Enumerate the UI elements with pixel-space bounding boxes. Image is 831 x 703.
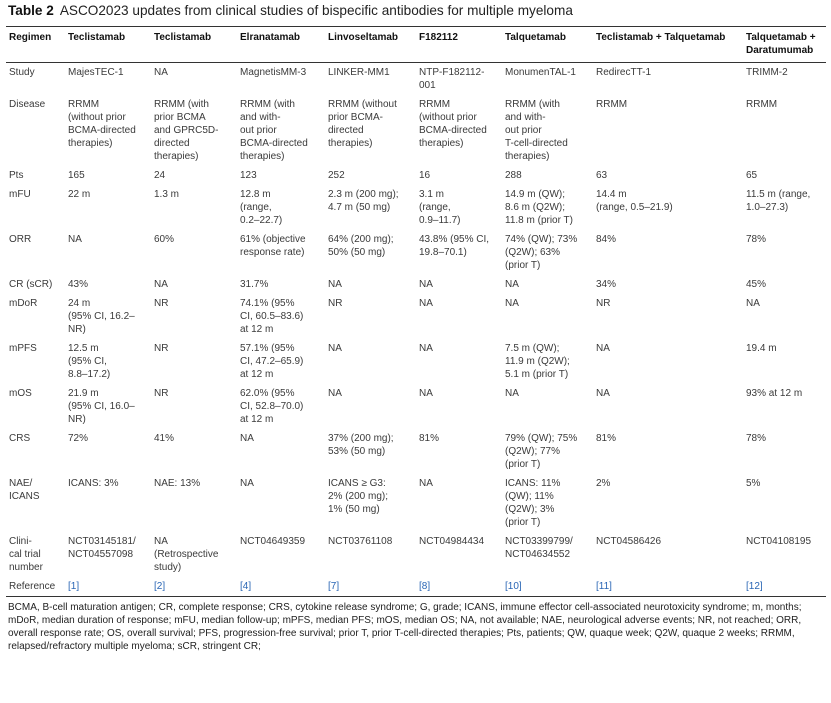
table-row [6,294,826,339]
table-cell: 22 m [68,189,91,200]
table-cell: 16 [419,170,431,181]
table-cell: RRMM (with and with- out prior BCMA-directed therapies) [240,99,308,162]
table-row [6,532,826,577]
reference-link[interactable]: [4] [240,581,252,592]
table-cell: 43% [68,279,89,290]
table-cell: 37% (200 mg); 53% (50 mg) [328,433,394,457]
row-label: NAE/ ICANS [9,478,40,502]
table-cell: 72% [68,433,89,444]
reference-link[interactable]: [8] [419,581,431,592]
table-cell: 93% at 12 m [746,388,803,399]
table-cell: 288 [505,170,522,181]
reference-link[interactable]: [11] [596,581,612,592]
table-row [6,577,826,597]
table-cell: NA [419,279,433,290]
table-cell: NA [328,343,342,354]
table-cell: NA (Retrospective study) [154,536,219,573]
table-cell: NA [596,343,610,354]
table-row [6,230,826,275]
table-cell: NA [746,298,760,309]
column-header: Elranatamab [240,32,301,43]
table-cell: NR [154,388,169,399]
table-cell: NA [505,298,519,309]
table-cell: RRMM [596,99,628,110]
table-cell: RRMM (with prior BCMA and GPRC5D- directed therapies) [154,99,219,162]
table-body [6,63,826,597]
row-label: Clini- cal trial number [9,536,43,573]
table-cell: NCT03761108 [328,536,393,547]
table-header-row [6,27,826,63]
reference-link[interactable]: [10] [505,581,522,592]
table-cell: ICANS: 11% (QW); 11% (Q2W); 3% (prior T) [505,478,561,528]
table-cell: 63 [596,170,608,181]
table-cell: 74.1% (95% CI, 60.5–83.6) at 12 m [240,298,304,335]
table-cell: 57.1% (95% CI, 47.2–65.9) at 12 m [240,343,304,380]
table-footnote: BCMA, B-cell maturation antigen; CR, complete response; CRS, cytokine release syndrome; G, grade; ICANS, immune effector cell-associated neurotoxicity syndrome; m, months; mDoR, median duration of response; mFU, median follow-up; mPFS, median PFS; mOS, median OS; NA, not available; NAE, neurological adverse events; NR, not reached; ORR, overall response rate; OS, overall survival; PFS, progression-free survival; prior T, prior T-cell-directed therapies; Pts, patients; QW, quaque week; Q2W, quaque 2 weeks; RRMM, relapsed/refractory multiple myeloma; sCR, stringent CR; [8,602,802,652]
table-cell: 31.7% [240,279,269,290]
table-cell: 1.3 m [154,189,180,200]
reference-link[interactable]: [7] [328,581,340,592]
column-header: Talquetamab + Daratumumab [746,32,816,56]
table-cell: NA [419,298,433,309]
column-header: Teclistamab [154,32,212,43]
table-cell: NR [154,343,169,354]
table-cell: 78% [746,433,767,444]
column-header: Teclistamab [68,32,126,43]
table-cell: 24 m (95% CI, 16.2– NR) [68,298,135,335]
table-cell: NA [68,234,82,245]
table-cell: 14.9 m (QW); 8.6 m (Q2W); 11.8 m (prior T) [505,189,573,226]
data-table [6,26,826,597]
table-cell: NA [328,388,342,399]
table-cell: 24 [154,170,166,181]
table-cell: NTP-F182112- 001 [419,67,485,91]
table-cell: 12.5 m (95% CI, 8.8–17.2) [68,343,111,380]
table-cell: 2% [596,478,611,489]
table-cell: NCT04586426 [596,536,662,547]
table-cell: NA [154,279,168,290]
table-cell: 3.1 m (range, 0.9–11.7) [419,189,461,226]
reference-link[interactable]: [2] [154,581,166,592]
row-label: ORR [9,234,32,245]
table-cell: NR [154,298,169,309]
table-cell: NA [419,343,433,354]
table-cell: RRMM (without prior BCMA- directed therapies) [328,99,397,149]
table-cell: RRMM (without prior BCMA-directed therapies) [68,99,136,149]
table-row [6,166,826,185]
table-cell: 34% [596,279,617,290]
row-label: Disease [9,99,46,110]
table-cell: 64% (200 mg); 50% (50 mg) [328,234,394,258]
column-header: F182112 [419,32,458,43]
row-label: CRS [9,433,31,444]
column-header-regimen: Regimen [9,32,52,43]
row-label: CR (sCR) [9,279,53,290]
row-label: mPFS [9,343,37,354]
table-cell: NAE: 13% [154,478,201,489]
table-row [6,429,826,474]
table-cell: 78% [746,234,767,245]
column-header: Teclistamab + Talquetamab [596,32,726,43]
table-cell: 81% [419,433,440,444]
reference-link[interactable]: [12] [746,581,763,592]
table-cell: RRMM (without prior BCMA-directed therapies) [419,99,487,149]
table-cell: NA [419,388,433,399]
table-row [6,63,826,96]
table-cell: NCT03145181/ NCT04557098 [68,536,136,560]
table-cell: RRMM [746,99,778,110]
table-row [6,275,826,294]
table-row [6,185,826,230]
table-cell: NCT04984434 [419,536,485,547]
table-cell: 123 [240,170,257,181]
table-caption [8,3,827,18]
table-cell: RedirecTT-1 [596,67,652,78]
table-cell: 14.4 m (range, 0.5–21.9) [596,189,673,213]
table-cell: 81% [596,433,617,444]
table-cell: NA [328,279,342,290]
table-cell: 74% (QW); 73% (Q2W); 63% (prior T) [505,234,578,271]
table-cell: 41% [154,433,175,444]
table-cell: 165 [68,170,85,181]
table-cell: 252 [328,170,345,181]
table-cell: 43.8% (95% CI, 19.8–70.1) [419,234,490,258]
table-cell: NA [505,388,519,399]
table-cell: 62.0% (95% CI, 52.8–70.0) at 12 m [240,388,304,425]
table-cell: MagnetisMM-3 [240,67,307,78]
table-cell: 45% [746,279,767,290]
table-row [6,339,826,384]
table-row [6,384,826,429]
table-cell: 19.4 m [746,343,777,354]
table-cell: TRIMM-2 [746,67,788,78]
table-cell: 65 [746,170,758,181]
table-cell: 11.5 m (range, 1.0–27.3) [746,189,811,213]
table-cell: LINKER-MM1 [328,67,390,78]
row-label: Study [9,67,35,78]
table-cell: NA [154,67,168,78]
table-cell: RRMM (with and with- out prior T-cell-directed therapies) [505,99,568,162]
table-cell: NA [505,279,519,290]
row-label: mOS [9,388,32,399]
table-cell: NA [596,388,610,399]
table-cell: 61% (objective response rate) [240,234,306,258]
table-cell: NA [419,478,433,489]
table-cell: MajesTEC-1 [68,67,124,78]
table-row [6,474,826,532]
table-cell: MonumenTAL-1 [505,67,576,78]
table-cell: NCT04649359 [240,536,306,547]
table-cell: 2.3 m (200 mg); 4.7 m (50 mg) [328,189,399,213]
table-cell: ICANS: 3% [68,478,119,489]
column-header: Linvoseltamab [328,32,399,43]
row-label: mFU [9,189,31,200]
table-cell: 7.5 m (QW); 11.9 m (Q2W); 5.1 m (prior T) [505,343,570,380]
table-cell: NCT04108195 [746,536,812,547]
row-label: Reference [9,581,56,592]
table-cell: 60% [154,234,175,245]
column-header: Talquetamab [505,32,566,43]
table-number: Table 2 [8,3,54,18]
table-cell: NA [240,478,254,489]
table-cell: NR [596,298,611,309]
table-cell: NA [240,433,254,444]
table-title: ASCO2023 updates from clinical studies of bispecific antibodies for multiple myeloma [59,3,573,18]
table-cell: 5% [746,478,761,489]
table-cell: 21.9 m (95% CI, 16.0– NR) [68,388,135,425]
table-row [6,95,826,166]
table-cell: NCT03399799/ NCT04634552 [505,536,573,560]
reference-link[interactable]: [1] [68,581,80,592]
row-label: mDoR [9,298,38,309]
table-cell: ICANS ≥ G3: 2% (200 mg); 1% (50 mg) [328,478,389,515]
table-cell: 12.8 m (range, 0.2–22.7) [240,189,283,226]
table-cell: 84% [596,234,617,245]
row-label: Pts [9,170,24,181]
table-cell: NR [328,298,343,309]
table-cell: 79% (QW); 75% (Q2W); 77% (prior T) [505,433,578,470]
